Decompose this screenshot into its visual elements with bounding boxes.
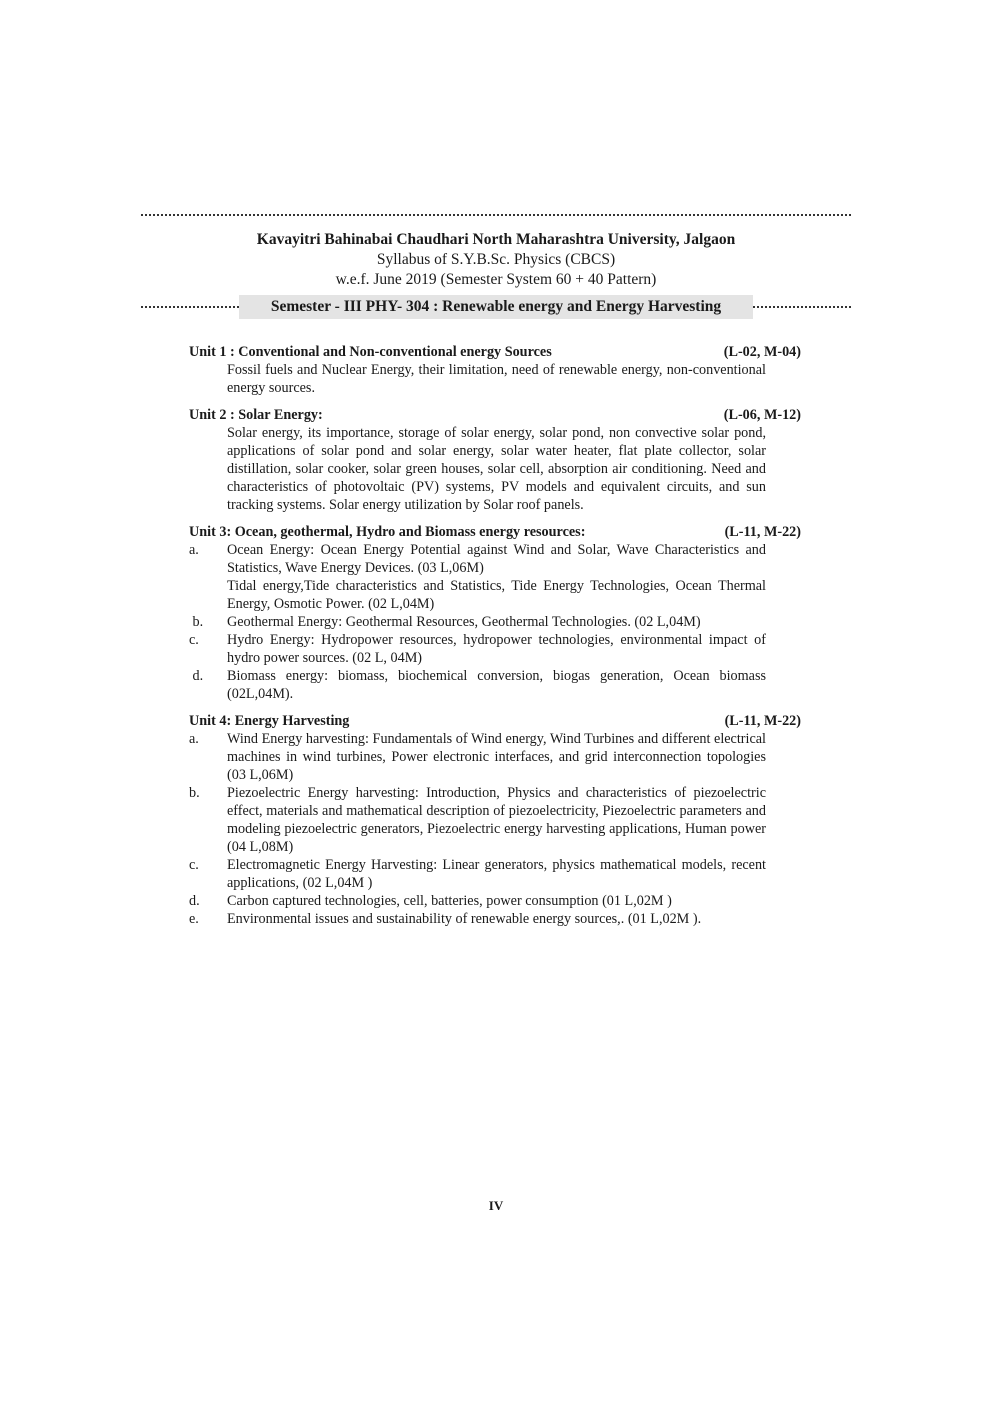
unit-2 bbox=[189, 406, 801, 514]
document-header bbox=[141, 230, 851, 290]
unit-heading bbox=[189, 406, 801, 424]
unit-title: Unit 1 : Conventional and Non-conventional energy Sources bbox=[189, 344, 552, 360]
unit-1 bbox=[189, 343, 801, 397]
semester-banner bbox=[141, 295, 851, 319]
item-text: Wind Energy harvesting: Fundamentals of Wind energy, Wind Turbines and different electrical machines in wind turbines, Power electronic interfaces, and grid interconnection topologies (03 L,06M) bbox=[227, 731, 766, 783]
item-letter: a. bbox=[189, 731, 199, 747]
item-letter: b. bbox=[189, 614, 204, 630]
unit-marks: (L-11, M-22) bbox=[724, 713, 801, 729]
unit-marks: (L-11, M-22) bbox=[724, 524, 801, 540]
effective-date: w.e.f. June 2019 (Semester System 60 + 40 Pattern) bbox=[335, 271, 657, 288]
unit-title: Unit 2 : Solar Energy: bbox=[189, 407, 323, 423]
item-text: Environmental issues and sustainability of renewable energy sources,. (01 L,02M ). bbox=[227, 911, 702, 927]
list-item bbox=[189, 910, 801, 928]
item-text: Ocean Energy: Ocean Energy Potential against Wind and Solar, Wave Characteristics and Statistics, Wave Energy Devices. (03 L,06M) bbox=[227, 542, 766, 576]
item-text: Piezoelectric Energy harvesting: Introduction, Physics and characteristics of piezoelectric effect, materials and mathematical description of piezoelectricity, Piezoelectric parameters and modeling piezoelectric generators, Piezoelectric energy harvesting applications, Human power (04 L,08M) bbox=[227, 785, 766, 855]
item-text-continued: Tidal energy,Tide characteristics and Statistics, Tide Energy Technologies, Ocean Thermal Energy, Osmotic Power. (02 L,04M) bbox=[227, 578, 766, 612]
list-item bbox=[189, 541, 801, 613]
item-text: Carbon captured technologies, cell, batteries, power consumption (01 L,02M ) bbox=[227, 893, 672, 909]
list-item bbox=[189, 784, 801, 856]
unit-title: Unit 3: Ocean, geothermal, Hydro and Biomass energy resources: bbox=[189, 524, 586, 540]
item-letter: a. bbox=[189, 542, 199, 558]
item-letter: e. bbox=[189, 911, 199, 927]
semester-title: Semester - III PHY- 304 : Renewable energy and Energy Harvesting bbox=[239, 295, 753, 319]
list-item bbox=[189, 856, 801, 892]
syllabus-title: Syllabus of S.Y.B.Sc. Physics (CBCS) bbox=[376, 251, 616, 268]
list-item bbox=[189, 631, 801, 667]
item-text: Geothermal Energy: Geothermal Resources, Geothermal Technologies. (02 L,04M) bbox=[227, 614, 701, 630]
syllabus-content bbox=[189, 343, 801, 937]
list-item bbox=[189, 667, 801, 703]
item-text: Biomass energy: biomass, biochemical conversion, biogas generation, Ocean biomass (02L,04M). bbox=[227, 668, 766, 702]
unit-3 bbox=[189, 523, 801, 703]
unit-heading bbox=[189, 343, 801, 361]
unit-heading bbox=[189, 712, 801, 730]
unit-description: Solar energy, its importance, storage of solar energy, solar pond, non convective solar pond, applications of solar pond and solar energy, solar water heater, flat plate collector, solar distillation, solar cooker, solar green houses, solar cell, absorption air conditioning. Need and characteristics of photovoltaic (PV) systems, PV models and equivalent circuits, and sun tracking systems. Solar energy utilization by Solar roof panels. bbox=[227, 425, 766, 513]
unit-description: Fossil fuels and Nuclear Energy, their limitation, need of renewable energy, non-conventional energy sources. bbox=[227, 362, 766, 396]
item-letter: d. bbox=[189, 893, 200, 909]
item-text: Hydro Energy: Hydropower resources, hydropower technologies, environmental impact of hydro power sources. (02 L, 04M) bbox=[227, 632, 766, 666]
list-item bbox=[189, 730, 801, 784]
page-number: IV bbox=[488, 1198, 504, 1213]
unit-marks: (L-06, M-12) bbox=[723, 407, 801, 423]
item-letter: c. bbox=[189, 632, 199, 648]
unit-marks: (L-02, M-04) bbox=[723, 344, 801, 360]
list-item bbox=[189, 613, 801, 631]
unit-4 bbox=[189, 712, 801, 928]
item-letter: c. bbox=[189, 857, 199, 873]
semester-rule-right bbox=[753, 306, 851, 308]
item-text: Electromagnetic Energy Harvesting: Linear generators, physics mathematical models, recent applications, (02 L,04M ) bbox=[227, 857, 766, 891]
university-name: Kavayitri Bahinabai Chaudhari North Maharashtra University, Jalgaon bbox=[256, 231, 736, 248]
item-letter: b. bbox=[189, 785, 200, 801]
item-letter: d. bbox=[189, 668, 204, 684]
list-item bbox=[189, 892, 801, 910]
unit-title: Unit 4: Energy Harvesting bbox=[189, 713, 350, 729]
semester-rule-left bbox=[141, 306, 239, 308]
unit-heading bbox=[189, 523, 801, 541]
top-dotted-rule bbox=[141, 214, 851, 216]
